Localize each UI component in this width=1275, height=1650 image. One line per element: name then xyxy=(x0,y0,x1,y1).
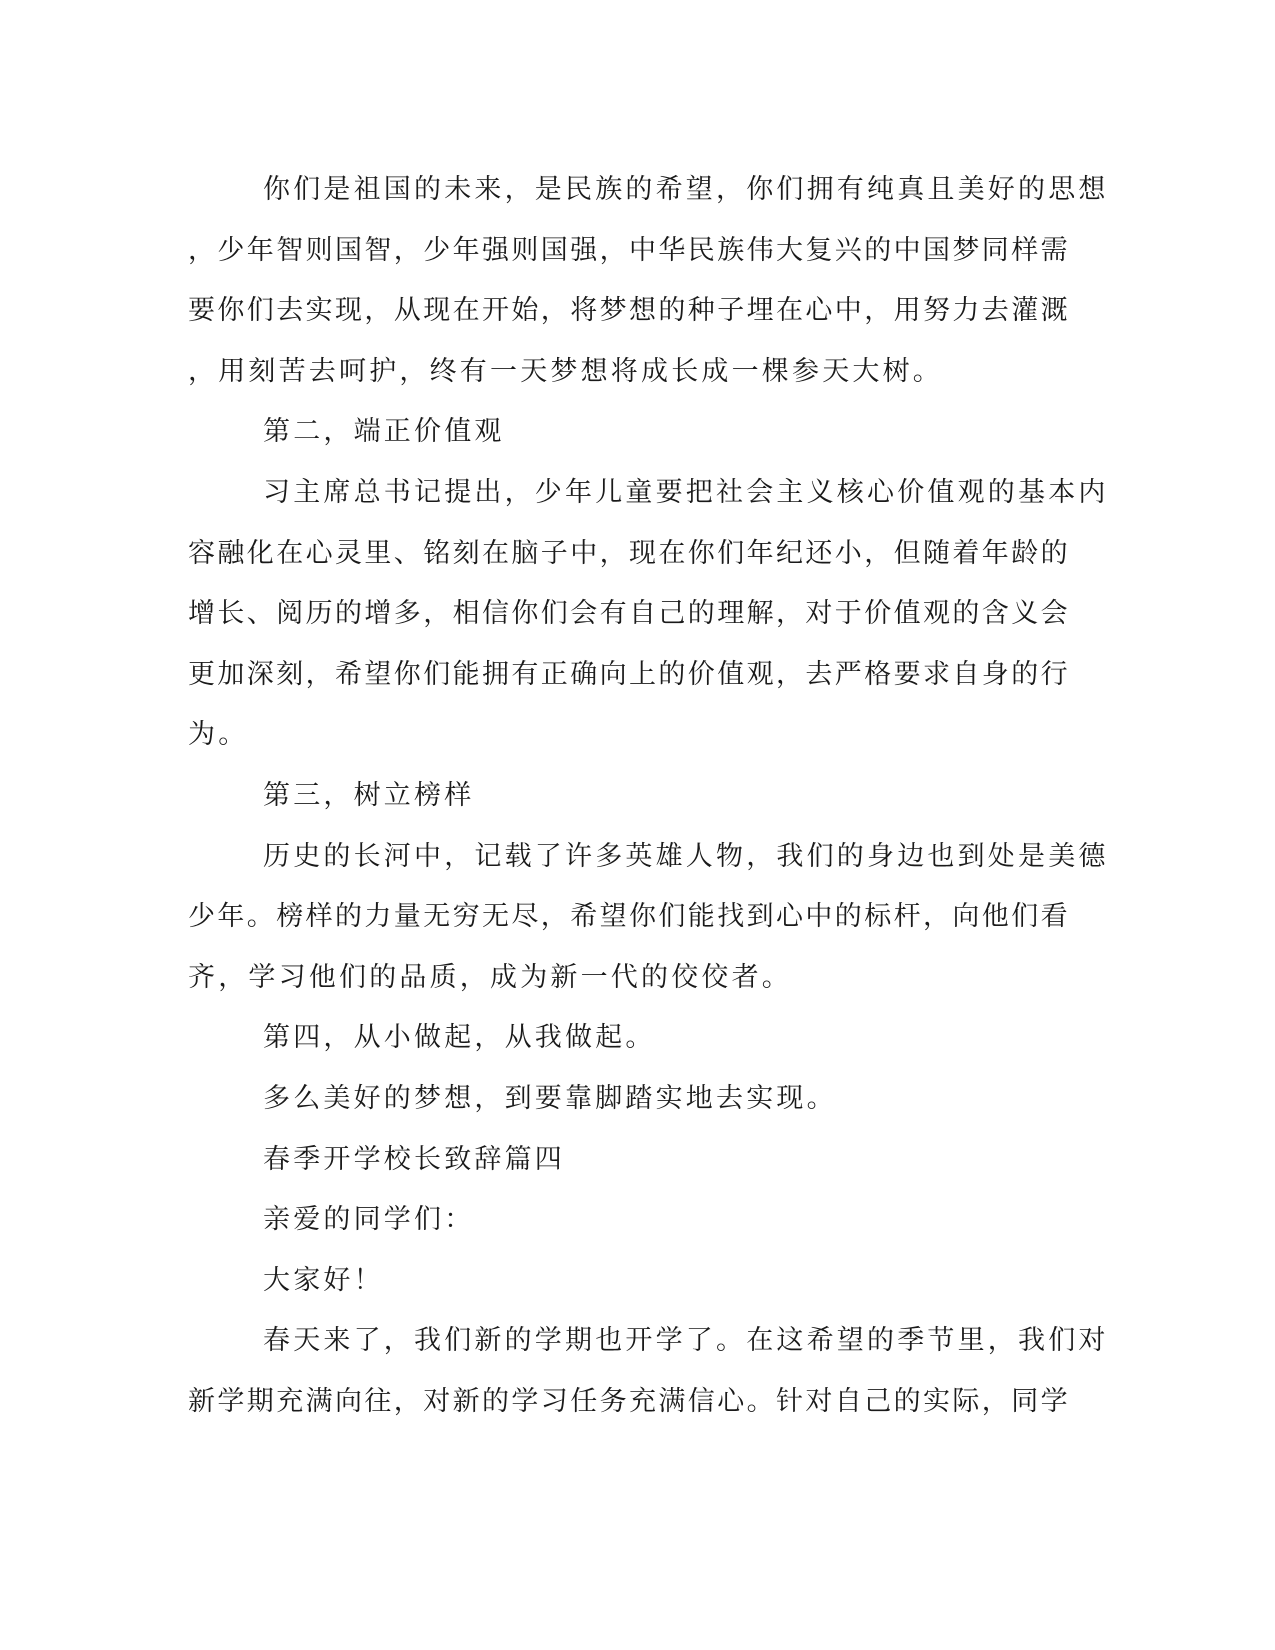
section-heading: 第四，从小做起，从我做起。 xyxy=(263,1022,656,1054)
paragraph-line: 春天来了，我们新的学期也开学了。在这希望的季节里，我们对 xyxy=(263,1325,1109,1357)
paragraph-line: 齐，学习他们的品质，成为新一代的佼佼者。 xyxy=(188,961,792,993)
paragraph-line: 习主席总书记提出，少年儿童要把社会主义核心价值观的基本内 xyxy=(263,476,1109,508)
salutation: 亲爱的同学们： xyxy=(263,1204,475,1236)
paragraph-line: 要你们去实现，从现在开始，将梦想的种子埋在心中，用努力去灌溉 xyxy=(188,295,1070,327)
paragraph-line: ，少年智则国智，少年强则国强，中华民族伟大复兴的中国梦同样需 xyxy=(188,234,1070,266)
paragraph-line: 多么美好的梦想，到要靠脚踏实地去实现。 xyxy=(263,1082,837,1114)
paragraph-line: 增长、阅历的增多，相信你们会有自己的理解，对于价值观的含义会 xyxy=(188,598,1070,630)
greeting: 大家好！ xyxy=(263,1264,384,1296)
paragraph-line: 更加深刻，希望你们能拥有正确向上的价值观，去严格要求自身的行 xyxy=(188,658,1070,690)
section-heading: 第三，树立榜样 xyxy=(263,779,475,811)
paragraph-line: 为。 xyxy=(188,719,249,751)
paragraph-line: 新学期充满向往，对新的学习任务充满信心。针对自己的实际，同学 xyxy=(188,1385,1070,1417)
section-heading: 第二，端正价值观 xyxy=(263,416,505,448)
paragraph-line: 少年。榜样的力量无穷无尽，希望你们能找到心中的标杆，向他们看 xyxy=(188,901,1070,933)
paragraph-line: ，用刻苦去呵护，终有一天梦想将成长成一棵参天大树。 xyxy=(188,355,943,387)
paragraph-line: 历史的长河中，记载了许多英雄人物，我们的身边也到处是美德 xyxy=(263,840,1109,872)
paragraph-line: 容融化在心灵里、铭刻在脑子中，现在你们年纪还小，但随着年龄的 xyxy=(188,537,1070,569)
document-body xyxy=(188,160,1109,1432)
article-title: 春季开学校长致辞篇四 xyxy=(263,1143,565,1175)
paragraph-line: 你们是祖国的未来，是民族的希望，你们拥有纯真且美好的思想 xyxy=(263,174,1109,205)
